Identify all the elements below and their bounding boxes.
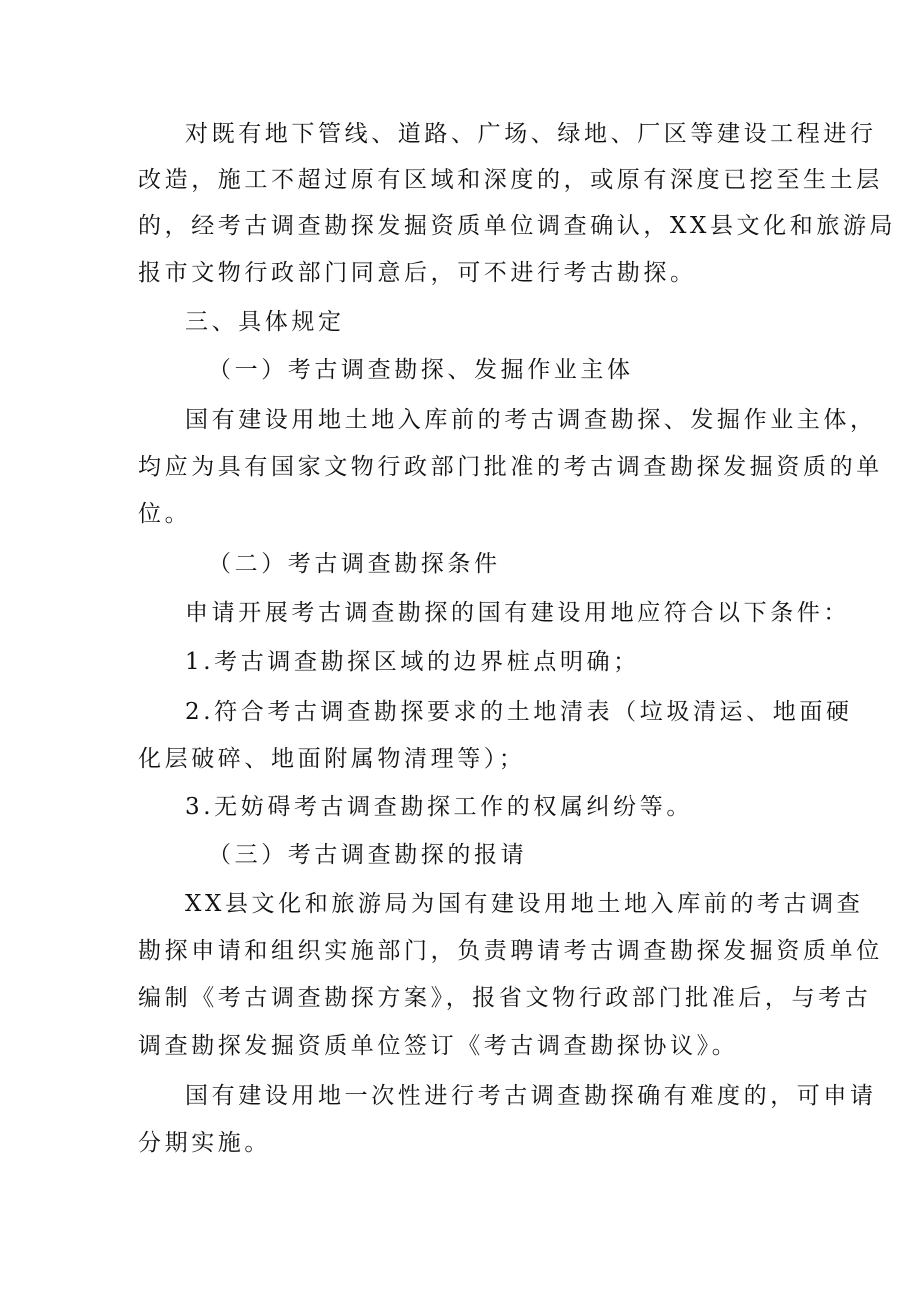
list-item-3: 3.无妨碍考古调查勘探工作的权属纠纷等。	[185, 794, 693, 820]
paragraph-2-line-2: 均应为具有国家文物行政部门批准的考古调查勘探发掘资质的单	[138, 454, 883, 480]
paragraph-4-line-3: 编制《考古调查勘探方案》，报省文物行政部门批准后，与考古	[138, 985, 872, 1011]
list-item-2-line-1: 2.符合考古调查勘探要求的土地清表（垃圾清运、地面硬	[185, 699, 853, 725]
subheading-1: （一）考古调查勘探、发掘作业主体	[208, 357, 634, 383]
paragraph-4-line-2: 勘探申请和组织实施部门，负责聘请考古调查勘探发掘资质单位	[138, 938, 883, 964]
subheading-2: （二）考古调查勘探条件	[208, 551, 501, 577]
list-item-1: 1.考古调查勘探区域的边界桩点明确；	[185, 649, 640, 675]
paragraph-2-line-1: 国有建设用地土地入库前的考古调查勘探、发掘作业主体，	[185, 407, 877, 433]
section-heading-3: 三、具体规定	[185, 309, 345, 335]
paragraph-5-line-1: 国有建设用地一次性进行考古调查勘探确有难度的，可申请	[185, 1083, 877, 1109]
paragraph-1-line-2: 改造，施工不超过原有区域和深度的，或原有深度已挖至生土层	[138, 167, 883, 193]
list-item-2-line-2: 化层破碎、地面附属物清理等）；	[138, 746, 526, 772]
paragraph-5-line-2: 分期实施。	[138, 1130, 271, 1156]
paragraph-1-line-1: 对既有地下管线、道路、广场、绿地、厂区等建设工程进行	[185, 121, 877, 147]
paragraph-2-line-3: 位。	[138, 501, 192, 527]
paragraph-1-line-3: 的，经考古调查勘探发掘资质单位调查确认，XX县文化和旅游局	[138, 213, 897, 239]
paragraph-1-line-4: 报市文物行政部门同意后，可不进行考古勘探。	[138, 260, 697, 286]
subheading-3: （三）考古调查勘探的报请	[208, 842, 528, 868]
paragraph-4-line-4: 调查勘探发掘资质单位签订《考古调查勘探协议》。	[138, 1033, 739, 1059]
paragraph-4-line-1: XX县文化和旅游局为国有建设用地土地入库前的考古调查	[185, 891, 864, 917]
paragraph-3: 申请开展考古调查勘探的国有建设用地应符合以下条件：	[185, 600, 850, 626]
